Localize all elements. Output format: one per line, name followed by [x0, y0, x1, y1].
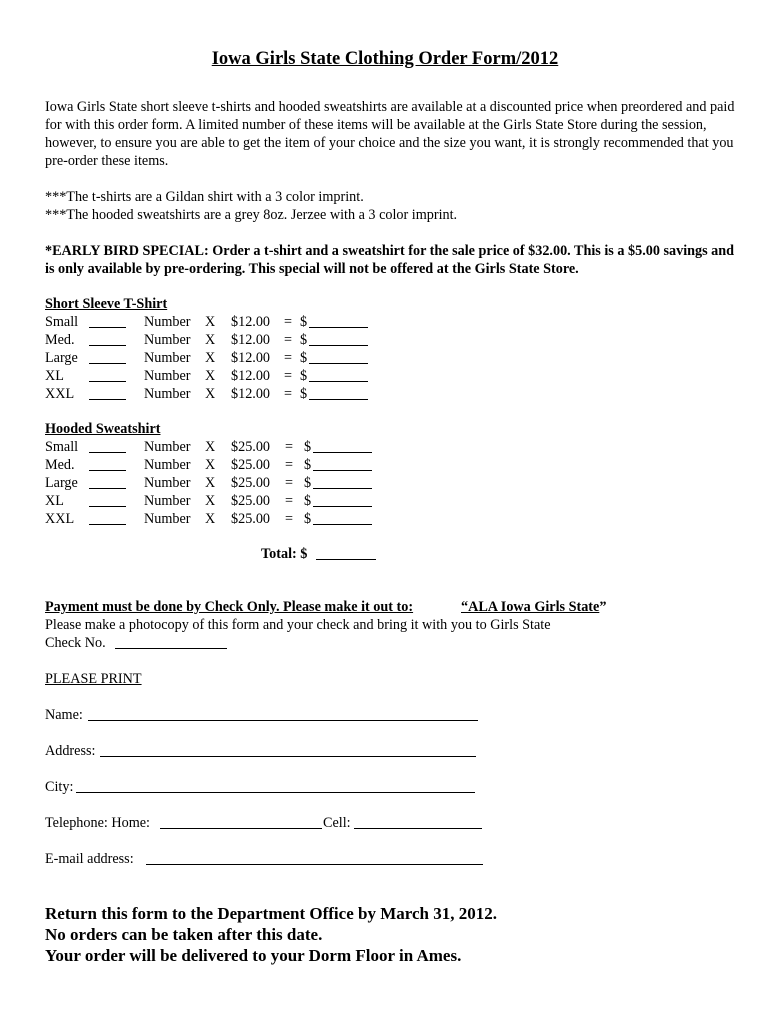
sweatshirt-note: ***The hooded sweatshirts are a grey 8oz. Jerzee with a 3 color imprint. [45, 207, 458, 223]
quantity-field[interactable] [89, 492, 126, 512]
dollar-sign: $ [304, 439, 312, 455]
size-label: Large [45, 475, 78, 491]
number-label: Number [144, 368, 191, 384]
number-label: Number [144, 439, 191, 455]
unit-price: $25.00 [231, 457, 271, 473]
city-field[interactable] [76, 778, 475, 798]
telephone-home-label: Telephone: Home: [45, 815, 150, 831]
check-no-label: Check No. [45, 635, 106, 651]
size-label: XXL [45, 386, 75, 402]
number-label: Number [144, 493, 191, 509]
unit-price: $25.00 [231, 493, 271, 509]
quantity-field[interactable] [89, 438, 126, 458]
size-label: Med. [45, 457, 75, 473]
address-label: Address: [45, 743, 96, 759]
email-label: E-mail address: [45, 851, 134, 867]
times-sign: X [205, 439, 216, 455]
size-label: XL [45, 493, 64, 509]
size-label: Large [45, 350, 78, 366]
number-label: Number [144, 457, 191, 473]
number-label: Number [144, 511, 191, 527]
times-sign: X [205, 511, 216, 527]
quantity-field[interactable] [89, 367, 126, 387]
amount-field[interactable] [313, 438, 372, 458]
payment-heading: Payment must be done by Check Only. Please make it out to: [45, 599, 414, 615]
equals-sign: = [284, 386, 293, 402]
dollar-sign: $ [300, 314, 308, 330]
times-sign: X [205, 475, 216, 491]
footer-return-deadline: Return this form to the Department Office by March 31, 2012. [45, 904, 497, 923]
email-field[interactable] [146, 850, 483, 870]
times-sign: X [205, 457, 216, 473]
number-label: Number [144, 386, 191, 402]
cell-field[interactable] [354, 814, 482, 834]
number-label: Number [144, 332, 191, 348]
quantity-field[interactable] [89, 331, 126, 351]
dollar-sign: $ [300, 386, 308, 402]
number-label: Number [144, 475, 191, 491]
equals-sign: = [285, 439, 294, 455]
amount-field[interactable] [309, 349, 368, 369]
amount-field[interactable] [309, 313, 368, 333]
equals-sign: = [285, 475, 294, 491]
size-label: XXL [45, 511, 75, 527]
times-sign: X [205, 368, 216, 384]
name-field[interactable] [88, 706, 478, 726]
dollar-sign: $ [300, 350, 308, 366]
unit-price: $25.00 [231, 475, 271, 491]
amount-field[interactable] [313, 492, 372, 512]
amount-field[interactable] [313, 474, 372, 494]
quantity-field[interactable] [89, 510, 126, 530]
unit-price: $25.00 [231, 439, 271, 455]
size-label: Small [45, 314, 79, 330]
times-sign: X [205, 386, 216, 402]
city-label: City: [45, 779, 74, 795]
form-title: Iowa Girls State Clothing Order Form/2012 [211, 49, 559, 69]
equals-sign: = [285, 493, 294, 509]
unit-price: $12.00 [231, 368, 271, 384]
dollar-sign: $ [304, 511, 312, 527]
check-no-field[interactable] [115, 634, 227, 654]
sweatshirt-heading: Hooded Sweatshirt [45, 421, 161, 437]
size-label: Small [45, 439, 79, 455]
tshirt-heading: Short Sleeve T-Shirt [45, 296, 168, 312]
amount-field[interactable] [313, 456, 372, 476]
total-label: Total: $ [261, 546, 308, 562]
dollar-sign: $ [304, 457, 312, 473]
times-sign: X [205, 350, 216, 366]
size-label: XL [45, 368, 64, 384]
amount-field[interactable] [309, 367, 368, 387]
payee-name: “ALA Iowa Girls State” [461, 599, 607, 615]
unit-price: $12.00 [231, 350, 271, 366]
tshirt-note: ***The t-shirts are a Gildan shirt with a 3 color imprint. [45, 189, 364, 205]
equals-sign: = [284, 368, 293, 384]
total-field[interactable] [316, 545, 376, 565]
equals-sign: = [284, 314, 293, 330]
dollar-sign: $ [300, 332, 308, 348]
address-field[interactable] [100, 742, 476, 762]
quantity-field[interactable] [89, 349, 126, 369]
equals-sign: = [284, 350, 293, 366]
quantity-field[interactable] [89, 313, 126, 333]
size-label: Med. [45, 332, 75, 348]
times-sign: X [205, 493, 216, 509]
early-bird-special: *EARLY BIRD SPECIAL: Order a t-shirt and a sweatshirt for the sale price of $32.00. This is a $5.00 savings and is only available by pre-ordering. This special will not be offered at the Girls State Store. [45, 243, 735, 277]
footer-no-orders: No orders can be taken after this date. [45, 925, 323, 944]
amount-field[interactable] [309, 331, 368, 351]
quantity-field[interactable] [89, 474, 126, 494]
dollar-sign: $ [304, 475, 312, 491]
amount-field[interactable] [309, 385, 368, 405]
dollar-sign: $ [304, 493, 312, 509]
telephone-home-field[interactable] [160, 814, 322, 834]
equals-sign: = [285, 511, 294, 527]
please-print-label: PLEASE PRINT [45, 671, 142, 687]
payment-instructions: Please make a photocopy of this form and your check and bring it with you to Girls State [45, 617, 551, 633]
intro-paragraph: Iowa Girls State short sleeve t-shirts and hooded sweatshirts are available at a discounted price when preordered and paid for with this order form. A limited number of these items will be available at the Girls State Store during the session, however, to ensure you are able to get the item of your choice and the size you want, it is strongly recommended that you pre-order these items. [45, 99, 735, 169]
unit-price: $12.00 [231, 386, 271, 402]
times-sign: X [205, 332, 216, 348]
number-label: Number [144, 350, 191, 366]
times-sign: X [205, 314, 216, 330]
name-label: Name: [45, 707, 83, 723]
amount-field[interactable] [313, 510, 372, 530]
quantity-field[interactable] [89, 456, 126, 476]
quantity-field[interactable] [89, 385, 126, 405]
dollar-sign: $ [300, 368, 308, 384]
unit-price: $12.00 [231, 332, 271, 348]
equals-sign: = [284, 332, 293, 348]
cell-label: Cell: [323, 815, 351, 831]
footer-delivery: Your order will be delivered to your Dorm Floor in Ames. [45, 946, 462, 965]
unit-price: $25.00 [231, 511, 271, 527]
equals-sign: = [285, 457, 294, 473]
unit-price: $12.00 [231, 314, 271, 330]
number-label: Number [144, 314, 191, 330]
